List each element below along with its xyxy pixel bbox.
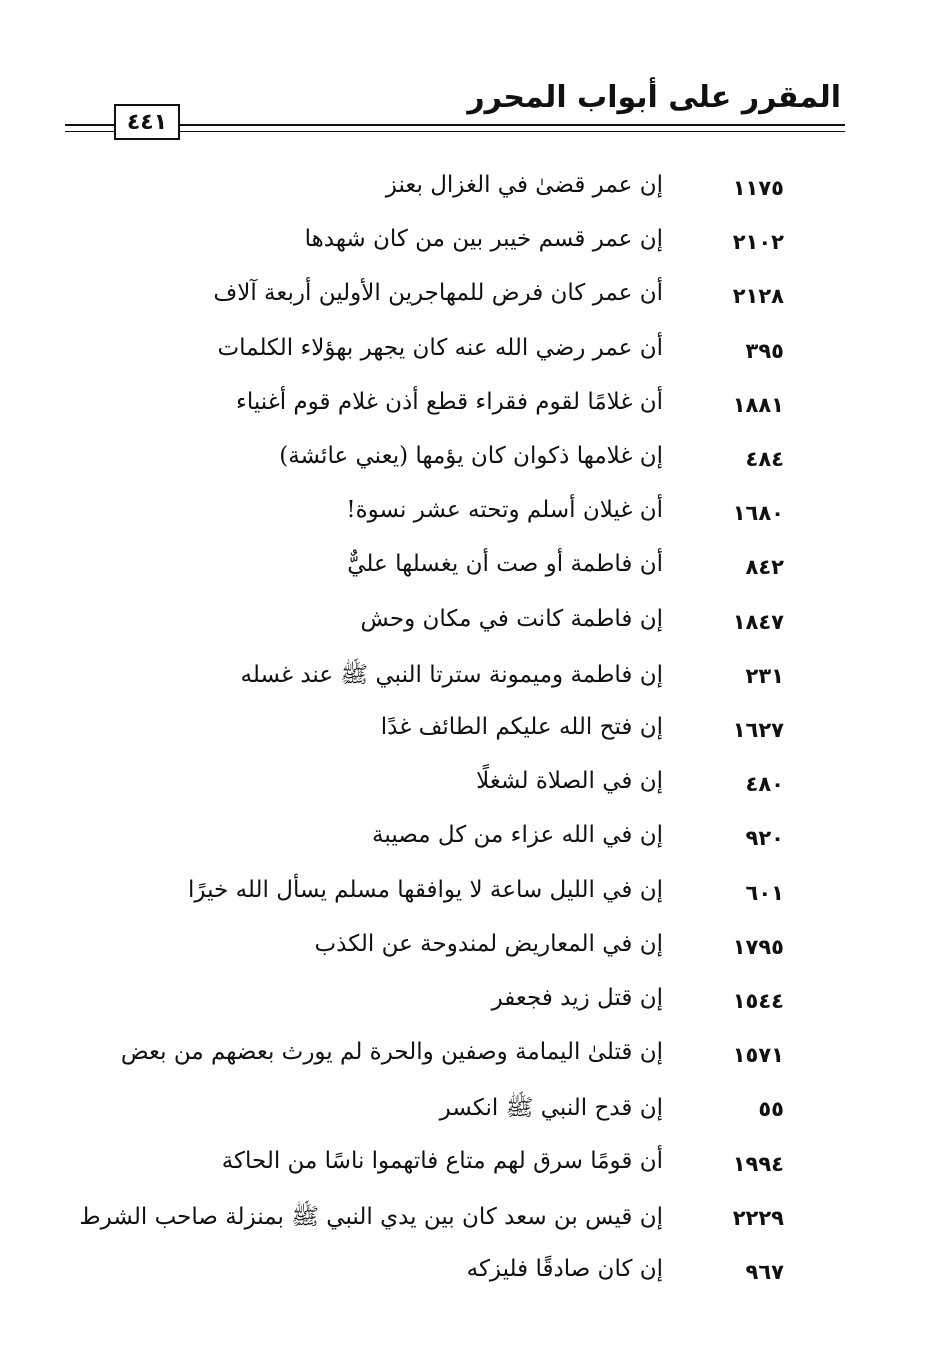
- entry-text: أن عمر رضي الله عنه كان يجهر بهؤلاء الكلمات: [217, 334, 663, 361]
- entry-text: إن في الليل ساعة لا يوافقها مسلم يسأل الله خيرًا: [188, 876, 663, 903]
- index-entry: [0, 280, 931, 334]
- entry-text: إن عمر قضىٰ في الغزال بعنز: [385, 172, 663, 198]
- entry-text: إن قتل زيد فجعفر: [491, 985, 663, 1011]
- entry-text: إن فاطمة وميمونة سترتا النبي ﷺ عند غسله: [240, 661, 663, 688]
- index-entry: [0, 1039, 931, 1093]
- entry-text: إن كان صادقًا فليزكه: [466, 1256, 663, 1282]
- entry-text: أن فاطمة أو صت أن يغسلها عليٌّ: [347, 551, 663, 578]
- entry-text: إن في المعاريض لمندوحة عن الكذب: [314, 930, 663, 957]
- entry-number: ٨٤٢: [745, 555, 784, 580]
- entry-number: ٩٦٧: [745, 1260, 784, 1284]
- page-number: ٤٤١: [114, 104, 180, 140]
- entry-text: إن في الصلاة لشغلًا: [476, 768, 663, 795]
- entry-text: أن عمر كان فرض للمهاجرين الأولين أربعة آلاف: [213, 280, 663, 307]
- entry-number: ١٥٧١: [732, 1043, 784, 1068]
- entry-number: ١٨٤٧: [732, 609, 784, 634]
- entry-text: إن في الله عزاء من كل مصيبة: [372, 822, 663, 849]
- index-entry: [0, 714, 931, 768]
- index-entry: [0, 1202, 931, 1256]
- entry-number: ٥٥: [758, 1097, 784, 1122]
- index-entry: [0, 226, 931, 280]
- index-entry: [0, 606, 931, 660]
- index-entry: [0, 985, 931, 1039]
- entry-number: ٢١٢٨: [732, 284, 784, 309]
- entry-number: ١٨٨١: [732, 392, 784, 417]
- entry-text: إن قتلىٰ اليمامة وصفين والحرة لم يورث بعضهم من بعض: [120, 1039, 663, 1066]
- entry-number: ١٦٢٧: [732, 718, 784, 742]
- index-entry: [0, 931, 931, 985]
- index-entry: [0, 1093, 931, 1147]
- entry-text: إن فاطمة كانت في مكان وحش: [360, 605, 663, 632]
- entry-number: ٦٠١: [745, 880, 784, 905]
- entry-number: ٤٨٠: [745, 772, 784, 797]
- entry-text: إن فتح الله عليكم الطائف غدًا: [380, 714, 663, 740]
- entry-text: إن قيس بن سعد كان بين يدي النبي ﷺ بمنزلة صاحب الشرط: [79, 1203, 663, 1230]
- index-entry: [0, 1256, 931, 1310]
- index-entry: [0, 551, 931, 605]
- index-entry: [0, 1148, 931, 1202]
- index-entry: [0, 335, 931, 389]
- entry-number: ١٦٨٠: [732, 501, 784, 526]
- entry-text: أن قومًا سرق لهم متاع فاتهموا ناسًا من الحاكة: [221, 1147, 663, 1174]
- header-rule-top: [65, 124, 845, 126]
- entry-number: ١١٧٥: [732, 176, 784, 200]
- entry-text: إن قدح النبي ﷺ انكسر: [439, 1095, 663, 1122]
- entry-number: ١٩٩٤: [732, 1151, 784, 1176]
- header-rule-bottom: [65, 131, 845, 132]
- entry-text: أن غيلان أسلم وتحته عشر نسوة!: [346, 497, 663, 524]
- index-entry: [0, 768, 931, 822]
- entry-number: ٣٩٥: [745, 338, 784, 363]
- entry-text: أن غلامًا لقوم فقراء قطع أذن غلام قوم أغنياء: [236, 388, 663, 415]
- index-entry: [0, 497, 931, 551]
- entry-text: إن عمر قسم خيبر بين من كان شهدها: [304, 226, 663, 253]
- book-title: المقرر على أبواب المحرر: [467, 80, 841, 115]
- entry-number: ١٧٩٥: [732, 934, 784, 959]
- entry-number: ٢٢٢٩: [732, 1205, 784, 1230]
- index-entry: [0, 172, 931, 226]
- index-entry: [0, 443, 931, 497]
- entry-number: ٢١٠٢: [732, 230, 784, 255]
- index-entry: [0, 389, 931, 443]
- entry-number: ٤٨٤: [745, 447, 784, 471]
- entry-number: ١٥٤٤: [732, 989, 784, 1013]
- entry-text: إن غلامها ذكوان كان يؤمها (يعني عائشة): [279, 443, 663, 469]
- index-entry: [0, 660, 931, 714]
- index-entry: [0, 877, 931, 931]
- index-entry: [0, 822, 931, 876]
- entry-number: ٩٢٠: [745, 826, 784, 851]
- entry-number: ٢٣١: [745, 663, 784, 688]
